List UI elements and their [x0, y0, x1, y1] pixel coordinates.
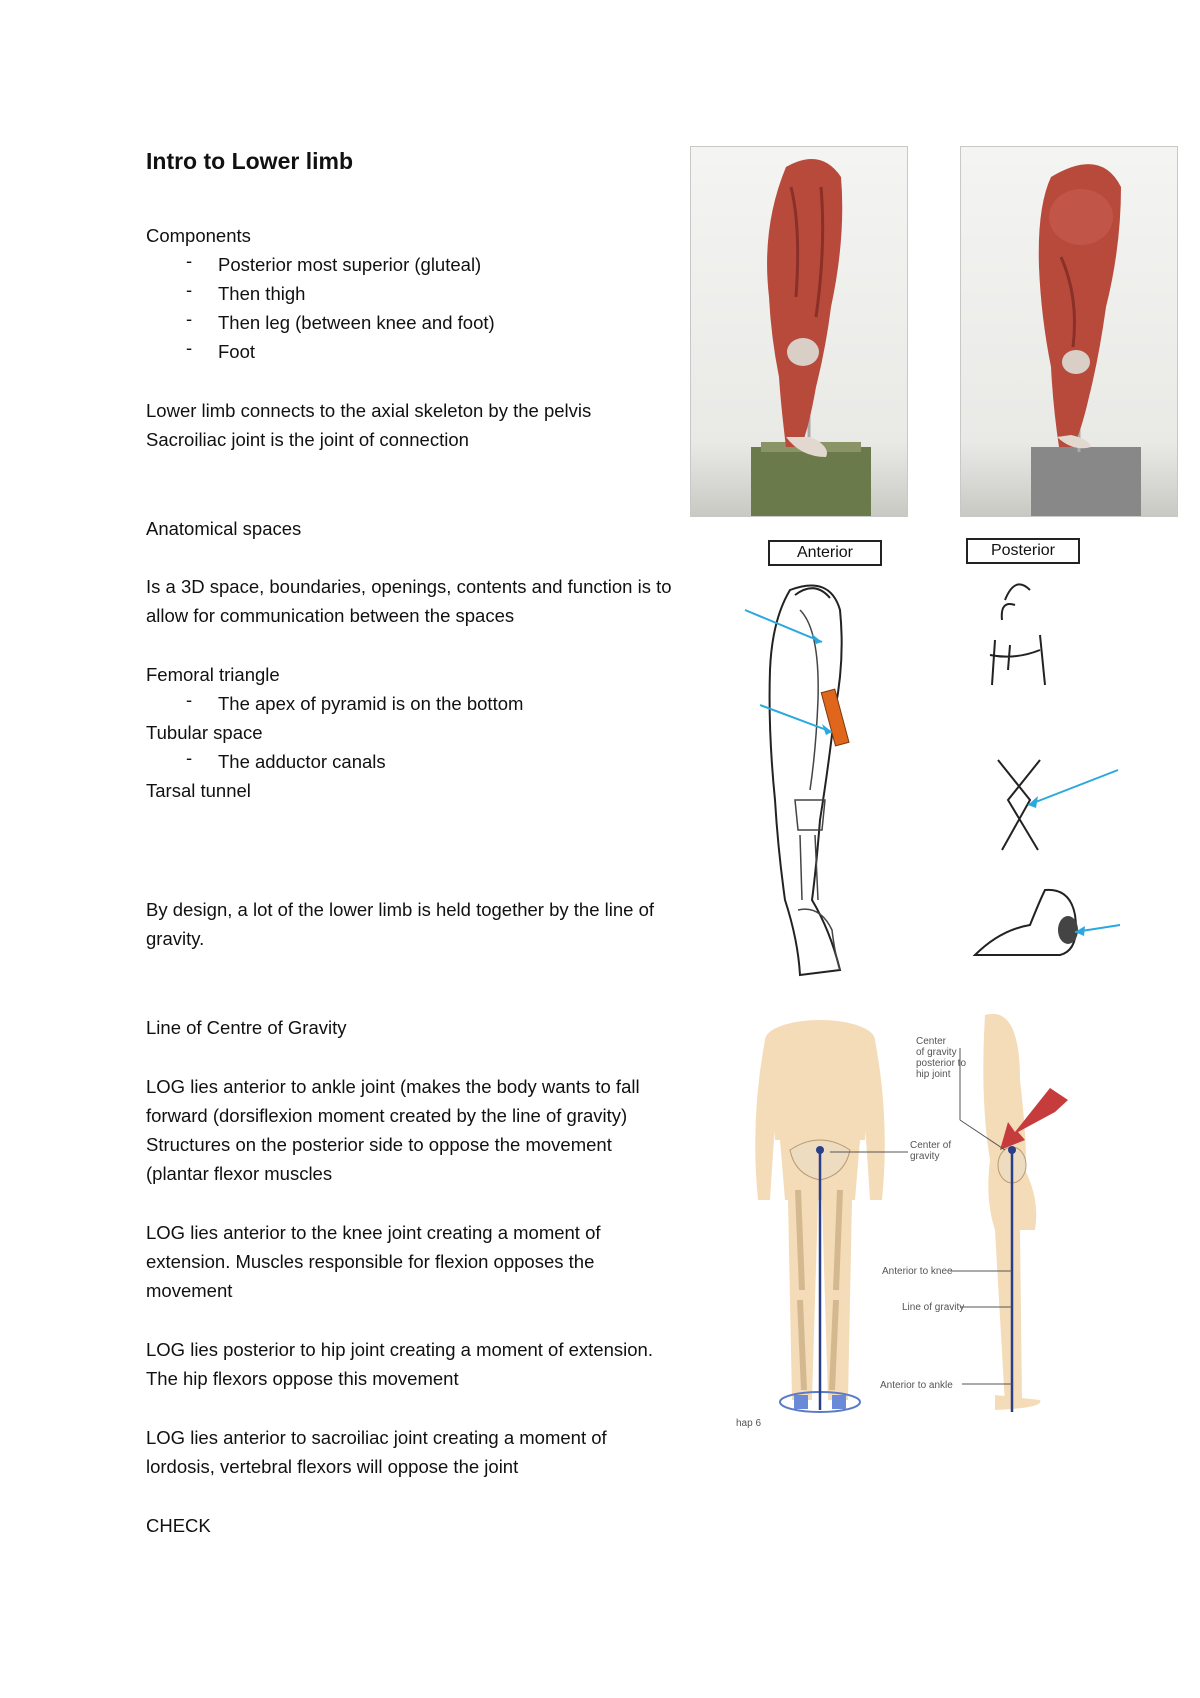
lower-limb-outline-drawings [740, 570, 1180, 990]
components-heading: Components [146, 225, 251, 246]
list-item: Then leg (between knee and foot) [218, 312, 495, 333]
connection-line: Sacroiliac joint is the joint of connection [146, 429, 469, 450]
anterior-to-ankle-label: Anterior to ankle [880, 1380, 953, 1391]
log-paragraph-line: LOG lies anterior to the knee joint creating a moment of [146, 1222, 601, 1243]
log-heading: Line of Centre of Gravity [146, 1017, 347, 1038]
list-item: Then thigh [218, 283, 306, 304]
tubular-note: The adductor canals [218, 751, 386, 772]
log-paragraph-line: movement [146, 1280, 233, 1301]
gravity-line-figure [750, 1000, 1080, 1420]
muscle-model-photo-anterior [690, 146, 908, 517]
femoral-triangle: Femoral triangle [146, 664, 280, 685]
list-item: Foot [218, 341, 256, 362]
log-paragraph-line: LOG lies anterior to ankle joint (makes the body wants to fall [146, 1076, 640, 1097]
tarsal-tunnel: Tarsal tunnel [146, 780, 251, 801]
log-paragraph-line: The hip flexors oppose this movement [146, 1368, 459, 1389]
log-paragraph-line: LOG lies anterior to sacroiliac joint creating a moment of [146, 1427, 607, 1448]
anterior-label: Anterior [768, 540, 882, 566]
center-of-gravity-label: Center of gravity [910, 1140, 952, 1162]
spaces-heading: Anatomical spaces [146, 518, 302, 539]
bullet-dash: - [186, 337, 193, 358]
chapter-caption: hap 6 [736, 1418, 762, 1429]
log-paragraph-line: LOG lies posterior to hip joint creating a moment of extension. [146, 1339, 653, 1360]
log-paragraph-line: lordosis, vertebral flexors will oppose the joint [146, 1456, 519, 1477]
log-paragraph-line: extension. Muscles responsible for flexion opposes the [146, 1251, 595, 1272]
bullet-dash: - [186, 308, 193, 329]
muscle-model-photo-posterior [960, 146, 1178, 517]
spaces-definition: allow for communication between the spaces [146, 605, 515, 626]
tubular-space: Tubular space [146, 722, 263, 743]
check-note: CHECK [146, 1515, 211, 1536]
femoral-note: The apex of pyramid is on the bottom [218, 693, 524, 714]
bullet-dash: - [186, 689, 193, 710]
log-paragraph-line: forward (dorsiflexion moment created by the line of gravity) [146, 1105, 628, 1126]
line-of-gravity-label: Line of gravity [902, 1302, 965, 1313]
bullet-dash: - [186, 747, 193, 768]
anterior-to-knee-label: Anterior to knee [882, 1266, 953, 1277]
spaces-definition: Is a 3D space, boundaries, openings, contents and function is to [146, 576, 672, 597]
bullet-dash: - [186, 250, 193, 271]
bullet-dash: - [186, 279, 193, 300]
posterior-label: Posterior [966, 538, 1080, 564]
page-title: Intro to Lower limb [146, 148, 353, 174]
design-line: By design, a lot of the lower limb is held together by the line of [146, 899, 655, 920]
cog-posterior-label: Center of gravity posterior to hip joint [916, 1036, 967, 1080]
connection-line: Lower limb connects to the axial skeleton by the pelvis [146, 400, 592, 421]
design-line: gravity. [146, 928, 205, 949]
log-paragraph-line: Structures on the posterior side to oppose the movement [146, 1134, 612, 1155]
list-item: Posterior most superior (gluteal) [218, 254, 482, 275]
log-paragraph-line: (plantar flexor muscles [146, 1163, 333, 1184]
